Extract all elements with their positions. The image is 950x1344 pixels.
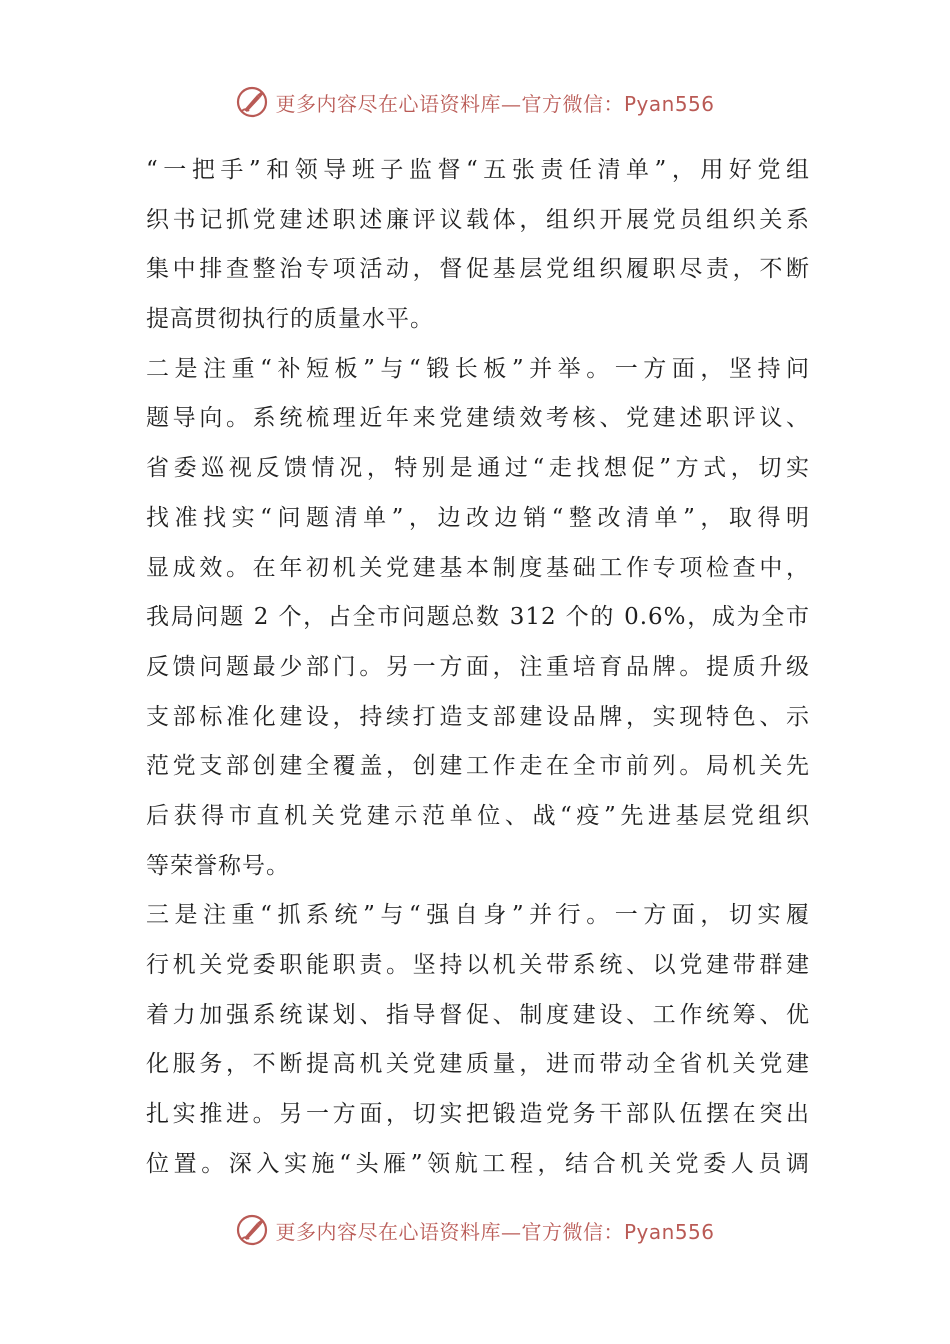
text-line: “一把手”和领导班子监督“五张责任清单”，用好党组 bbox=[146, 157, 810, 183]
text-line: 题导向。系统梳理近年来党建绩效考核、党建述职评议、 bbox=[146, 405, 810, 432]
text-line: 找准找实“问题清单”，边改边销“整改清单”，取得明 bbox=[146, 504, 810, 531]
text-line: 二是注重“补短板”与“锻长板”并举。一方面，坚持问 bbox=[146, 355, 810, 382]
footer-wechat-id: Pyan556 bbox=[623, 1219, 715, 1244]
text-line: 显成效。在年初机关党建基本制度基础工作专项检查中， bbox=[146, 554, 810, 581]
text-line: 化服务，不断提高机关党建质量，进而带动全省机关党建 bbox=[146, 1051, 810, 1078]
text-line: 三是注重“抓系统”与“强自身”并行。一方面，切实履 bbox=[146, 902, 810, 929]
header-banner-text bbox=[275, 88, 714, 117]
header-wechat-id: Pyan556 bbox=[623, 91, 715, 116]
header-banner bbox=[0, 80, 950, 124]
text-line: 提高贯彻执行的质量水平。 bbox=[146, 306, 434, 333]
text-line: 支部标准化建设，持续打造支部建设品牌，实现特色、示 bbox=[146, 703, 810, 730]
footer-banner-label: 更多内容尽在心语资料库—官方微信： bbox=[275, 1219, 624, 1244]
text-line: 范党支部创建全覆盖，创建工作走在全市前列。局机关先 bbox=[146, 753, 810, 780]
footer-banner-text bbox=[275, 1216, 714, 1245]
header-banner-label: 更多内容尽在心语资料库—官方微信： bbox=[275, 91, 624, 116]
text-line: 等荣誉称号。 bbox=[146, 852, 290, 879]
text-line: 省委巡视反馈情况，特别是通过“走找想促”方式，切实 bbox=[146, 455, 810, 482]
text-line: 位置。深入实施“头雁”领航工程，结合机关党委人员调 bbox=[146, 1150, 810, 1177]
text-line: 反馈问题最少部门。另一方面，注重培育品牌。提质升级 bbox=[146, 653, 810, 680]
text-line: 后获得市直机关党建示范单位、战“疫”先进基层党组织 bbox=[146, 802, 810, 829]
text-line: 集中排查整治专项活动，督促基层党组织履职尽责，不断 bbox=[146, 256, 810, 283]
document-body bbox=[146, 146, 810, 1189]
pen-logo-icon bbox=[235, 1213, 269, 1247]
text-line: 扎实推进。另一方面，切实把锻造党务干部队伍摆在突出 bbox=[146, 1101, 810, 1128]
text-line: 织书记抓党建述职述廉评议载体，组织开展党员组织关系 bbox=[146, 206, 810, 233]
text-line: 我局问题 2 个，占全市问题总数 312 个的 0.6%，成为全市 bbox=[146, 604, 810, 631]
text-line: 行机关党委职能职责。坚持以机关带系统、以党建带群建 bbox=[146, 952, 810, 978]
footer-banner bbox=[0, 1208, 950, 1252]
pen-logo-icon bbox=[235, 85, 269, 119]
text-line: 着力加强系统谋划、指导督促、制度建设、工作统筹、优 bbox=[146, 1001, 810, 1028]
